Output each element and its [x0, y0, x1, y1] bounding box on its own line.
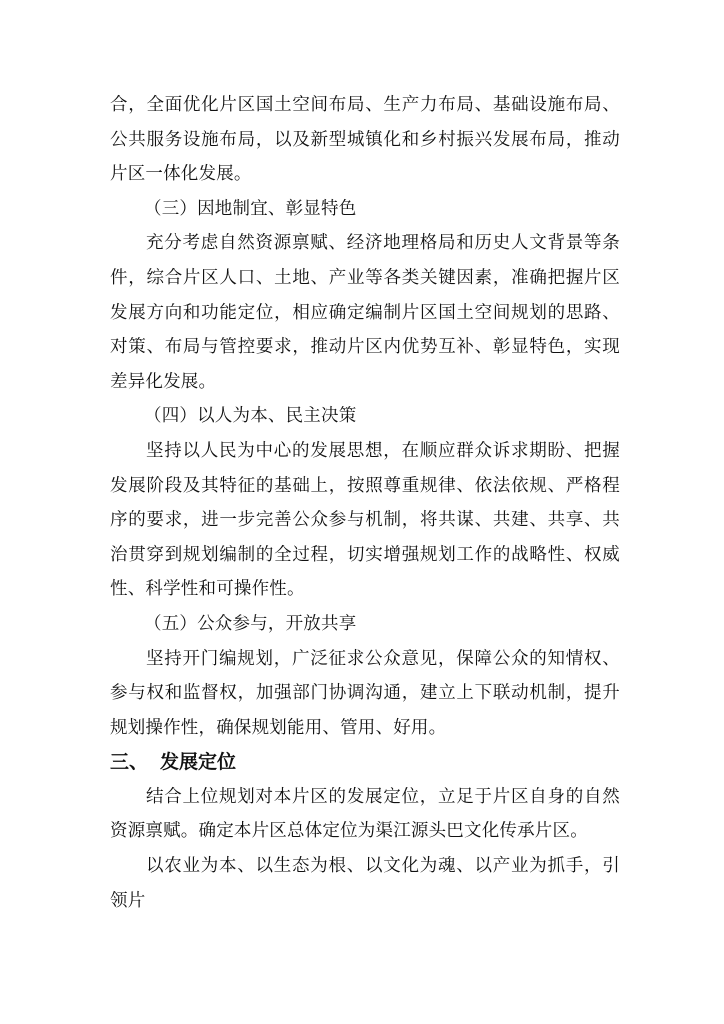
subheading-4: （四）以人为本、民主决策: [144, 406, 357, 427]
paragraph-local-conditions: 充分考虑自然资源禀赋、经济地理格局和历史人文背景等条件，综合片区人口、土地、产业等各类关键因素，准确把握片区发展方向和功能定位，相应确定编制片区国土空间规划的思路、对策、布局与管控要求，推动片区内优势互补、彰显特色，实现差异化发展。: [110, 233, 620, 392]
section-title: 发展定位: [160, 751, 237, 774]
subheading-3: （三）因地制宜、彰显特色: [144, 198, 357, 219]
section-number: 三、: [110, 751, 149, 774]
paragraph-continuation: 合，全面优化片区国土空间布局、生产力布局、基础设施布局、公共服务设施布局，以及新型城镇化和乡村振兴发展布局，推动片区一体化发展。: [110, 95, 620, 185]
paragraph-people-centered: 坚持以人民为中心的发展思想，在顺应群众诉求期盼、把握发展阶段及其特征的基础上，按照尊重规律、依法依规、严格程序的要求，进一步完善公众参与机制，将共谋、共建、共享、共治贯穿到规划编制的全过程，切实增强规划工作的战略性、权威性、科学性和可操作性。: [110, 440, 620, 600]
section-heading: [110, 745, 620, 780]
paragraph-positioning: 结合上位规划对本片区的发展定位，立足于片区自身的自然资源禀赋。确定本片区总体定位为渠江源头巴文化传承片区。: [110, 786, 620, 842]
subheading-5: （五）公众参与，开放共享: [144, 613, 357, 634]
paragraph-guiding: 以农业为本、以生态为根、以文化为魂、以产业为抓手，引领片: [110, 856, 620, 911]
paragraph-public-participation: 坚持开门编规划，广泛征求公众意见，保障公众的知情权、参与权和监督权，加强部门协调沟通，建立上下联动机制，提升规划操作性，确保规划能用、管用、好用。: [110, 648, 620, 738]
